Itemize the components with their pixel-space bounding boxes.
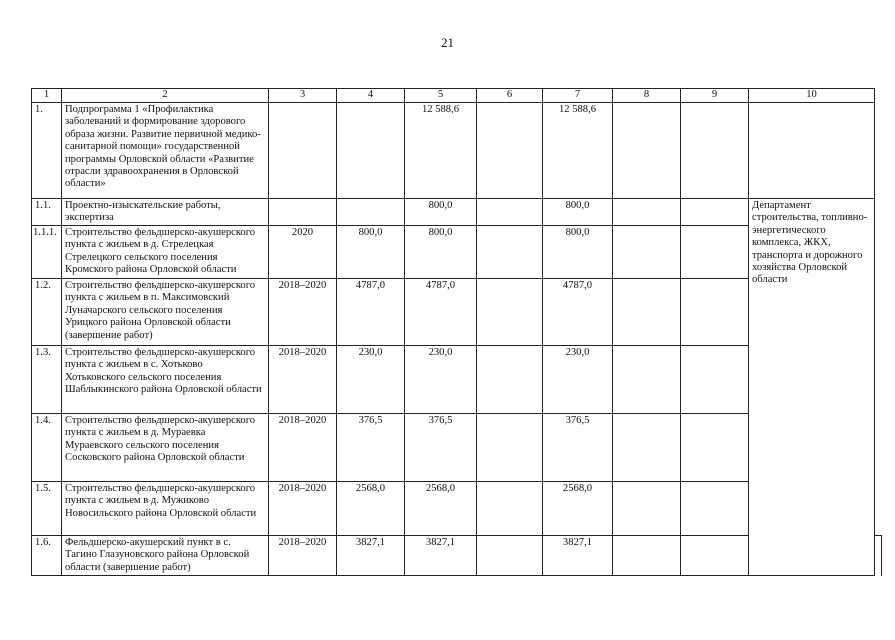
table-row — [32, 103, 882, 199]
row-name: Строительство фельдшерско-акушерского пункта с жильем в д. Стрелецкая Стрелецкого сельского поселения Кромского района Орловской области — [62, 226, 269, 279]
row-number: 1. — [32, 103, 62, 199]
cell-col6 — [477, 103, 543, 199]
row-name: Строительство фельдшерско-акушерского пункта с жильем в п. Максимовский Луначарского сельского поселения Урицкого района Орловской области (завершение работ) — [62, 279, 269, 346]
cell-col6 — [477, 199, 543, 226]
cell-year: 2020 — [269, 226, 337, 279]
cell-col8 — [613, 199, 681, 226]
cell-col7: 230,0 — [543, 346, 613, 414]
cell-col4: 800,0 — [337, 226, 405, 279]
cell-col5: 800,0 — [405, 199, 477, 226]
cell-year: 2018–2020 — [269, 346, 337, 414]
cell-col4 — [337, 199, 405, 226]
cell-col9 — [681, 482, 749, 536]
cell-col7: 800,0 — [543, 199, 613, 226]
cell-col7: 2568,0 — [543, 482, 613, 536]
cell-year: 2018–2020 — [269, 482, 337, 536]
cell-col7: 800,0 — [543, 226, 613, 279]
row-number: 1.1.1. — [32, 226, 62, 279]
cell-col7: 4787,0 — [543, 279, 613, 346]
cell-col4 — [337, 103, 405, 199]
cell-col7: 376,5 — [543, 414, 613, 482]
cell-col6 — [477, 279, 543, 346]
cell-col9 — [681, 226, 749, 279]
row-number: 1.3. — [32, 346, 62, 414]
row-name: Строительство фельдшерско-акушерского пункта с жильем в д. Мужиково Новосильского района Орловской области — [62, 482, 269, 536]
cell-year — [269, 103, 337, 199]
header-cell: 10 — [749, 89, 875, 103]
cell-year: 2018–2020 — [269, 414, 337, 482]
header-cell: 6 — [477, 89, 543, 103]
header-cell: 9 — [681, 89, 749, 103]
cell-col6 — [477, 414, 543, 482]
header-cell: 5 — [405, 89, 477, 103]
cell-col8 — [613, 482, 681, 536]
row-number: 1.2. — [32, 279, 62, 346]
row-number: 1.1. — [32, 199, 62, 226]
header-cell: 1 — [32, 89, 62, 103]
row-name: Подпрограмма 1 «Профилактика заболеваний и формирование здорового образа жизни. Развитие первичной медико-санитарной помощи» государственной программы Орловской области «Развитие отрасли здравоохранения в Орловской области» — [62, 103, 269, 199]
cell-col6 — [477, 536, 543, 576]
row-name: Проектно-изыскательские работы, экспертиза — [62, 199, 269, 226]
cell-year: 2018–2020 — [269, 279, 337, 346]
cell-col9 — [681, 346, 749, 414]
row-name: Фельдшерско-акушерский пункт в с. Тагино Глазуновского района Орловской области (завершение работ) — [62, 536, 269, 576]
row-number: 1.5. — [32, 482, 62, 536]
cell-col5: 4787,0 — [405, 279, 477, 346]
cell-year — [269, 199, 337, 226]
cell-col8 — [613, 414, 681, 482]
cell-col9 — [681, 536, 749, 576]
header-cell: 8 — [613, 89, 681, 103]
cell-col8 — [613, 226, 681, 279]
cell-col5: 800,0 — [405, 226, 477, 279]
program-table — [31, 88, 882, 576]
cell-col4: 376,5 — [337, 414, 405, 482]
row-name: Строительство фельдшерско-акушерского пункта с жильем в д. Мураевка Мураевского сельского поселения Сосковского района Орловской области — [62, 414, 269, 482]
header-cell: 2 — [62, 89, 269, 103]
cell-col5: 12 588,6 — [405, 103, 477, 199]
page-number: 21 — [441, 35, 454, 50]
cell-col4: 4787,0 — [337, 279, 405, 346]
cell-col7: 12 588,6 — [543, 103, 613, 199]
cell-col8 — [613, 346, 681, 414]
executor-cell: Департамент строительства, топливно-энергетического комплекса, ЖКХ, транспорта и дорожного хозяйства Орловской области — [749, 199, 875, 576]
cell-col6 — [477, 226, 543, 279]
header-cell: 3 — [269, 89, 337, 103]
cell-col5: 376,5 — [405, 414, 477, 482]
cell-col8 — [613, 536, 681, 576]
cell-col9 — [681, 103, 749, 199]
row-name: Строительство фельдшерско-акушерского пункта с жильем в с. Хотьково Хотьковского сельского поселения Шаблыкинского района Орловской области — [62, 346, 269, 414]
cell-col9 — [681, 279, 749, 346]
cell-col4: 3827,1 — [337, 536, 405, 576]
cell-col10 — [749, 103, 875, 199]
row-number: 1.6. — [32, 536, 62, 576]
header-cell: 7 — [543, 89, 613, 103]
cell-year: 2018–2020 — [269, 536, 337, 576]
header-cell: 4 — [337, 89, 405, 103]
cell-col8 — [613, 279, 681, 346]
row-number: 1.4. — [32, 414, 62, 482]
cell-col8 — [613, 103, 681, 199]
cell-col7: 3827,1 — [543, 536, 613, 576]
cell-col4: 2568,0 — [337, 482, 405, 536]
cell-col5: 2568,0 — [405, 482, 477, 536]
cell-col5: 230,0 — [405, 346, 477, 414]
cell-col9 — [681, 414, 749, 482]
cell-col4: 230,0 — [337, 346, 405, 414]
cell-col5: 3827,1 — [405, 536, 477, 576]
header-row — [32, 89, 882, 103]
cell-col10 — [875, 536, 882, 576]
cell-col6 — [477, 482, 543, 536]
table-row — [32, 199, 882, 226]
cell-col6 — [477, 346, 543, 414]
cell-col9 — [681, 199, 749, 226]
